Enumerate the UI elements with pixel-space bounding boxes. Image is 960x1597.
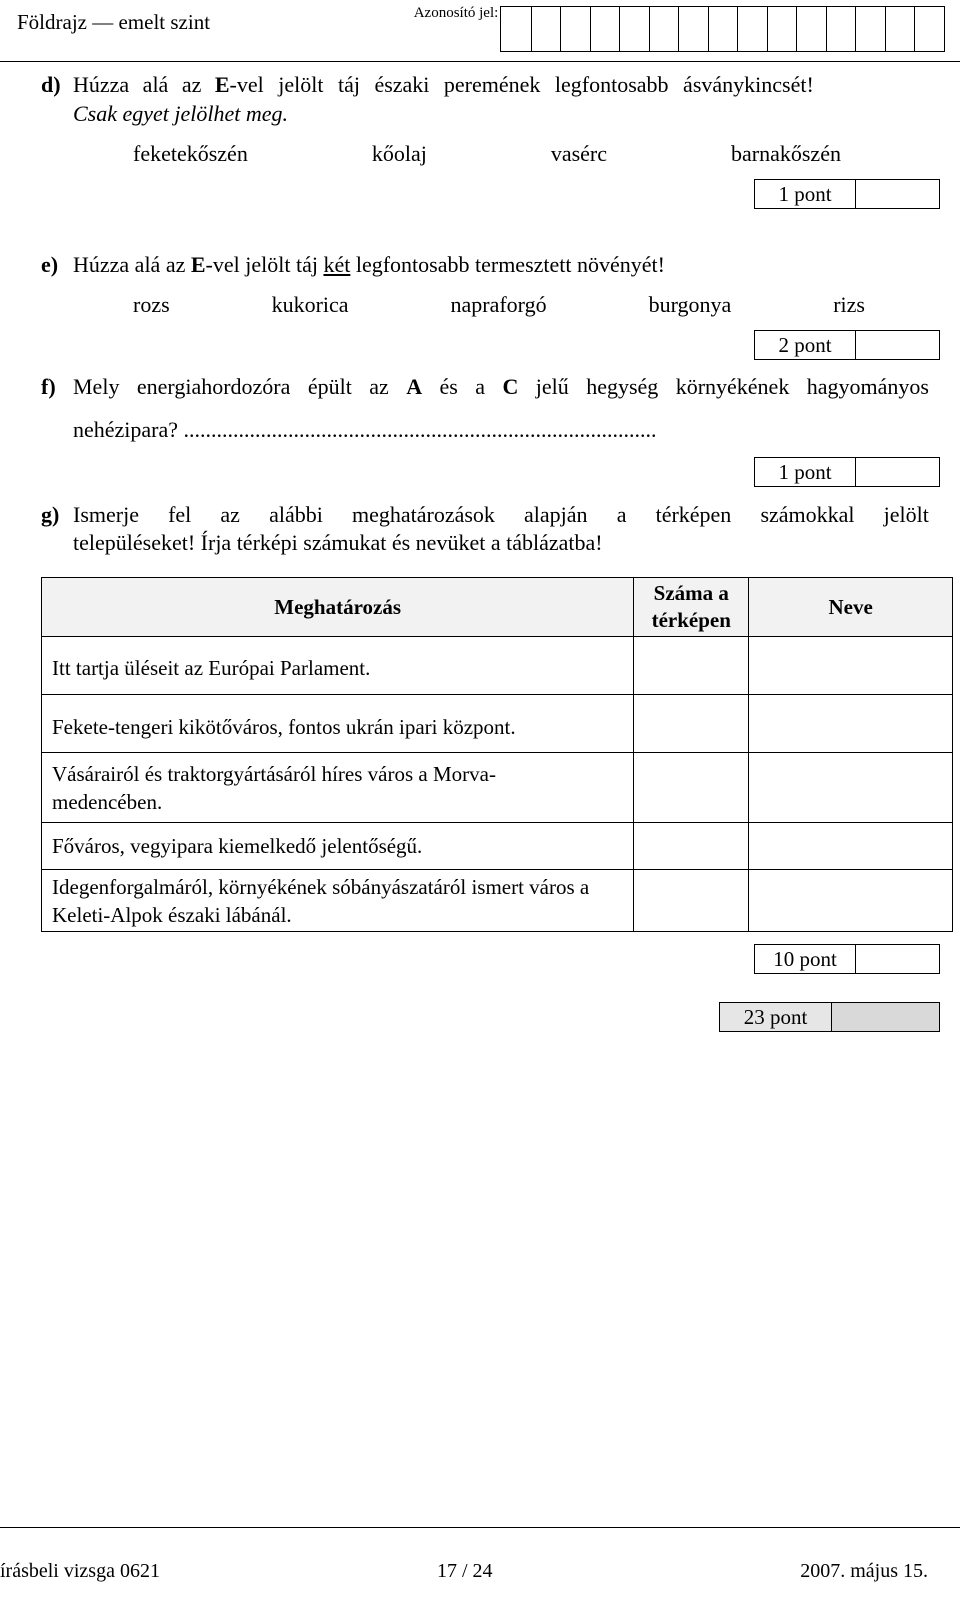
points-label: 2 pont <box>755 331 856 359</box>
definition-cell: Főváros, vegyipara kiemelkedő jelentőségű. <box>42 823 634 870</box>
points-box-g <box>754 944 940 974</box>
id-boxes[interactable] <box>500 6 945 52</box>
points-label: 1 pont <box>755 458 856 486</box>
table-row <box>42 823 953 870</box>
header-definition: Meghatározás <box>42 578 634 637</box>
map-number-cell[interactable] <box>634 823 749 870</box>
question-g-letter: g) <box>41 502 60 527</box>
footer-exam-code: írásbeli vizsga 0621 <box>0 1560 160 1582</box>
definition-cell: Idegenforgalmáról, környékének sóbányászatáról ismert város a Keleti-Alpok északi lábánál. <box>42 870 634 932</box>
header-subject: Földrajz — emelt szint <box>17 10 211 34</box>
question-f-text: Mely energiahordozóra épült az A és a C jelű hegység környékének hagyományos <box>73 374 929 399</box>
option[interactable]: barnakőszén <box>731 141 841 166</box>
header-map-number: Száma a térképen <box>634 578 749 637</box>
name-cell[interactable] <box>749 823 953 870</box>
question-f-letter: f) <box>41 374 56 399</box>
option[interactable]: rizs <box>833 292 865 317</box>
points-box-d <box>754 179 940 209</box>
question-e-letter: e) <box>41 252 59 277</box>
table-row <box>42 870 953 932</box>
definition-cell: Itt tartja üléseit az Európai Parlament. <box>42 637 634 695</box>
total-points-entry[interactable] <box>832 1003 939 1031</box>
points-entry[interactable] <box>856 945 939 973</box>
header-rule <box>0 61 960 62</box>
footer-page-number: 17 / 24 <box>437 1560 493 1582</box>
definition-cell: Vásárairól és traktorgyártásáról híres város a Morva-medencében. <box>42 753 634 823</box>
map-number-cell[interactable] <box>634 870 749 932</box>
question-d-text: Húzza alá az E -vel jelölt táj északi peremének legfontosabb ásványkincsét! <box>73 72 814 97</box>
table-row <box>42 695 953 753</box>
points-label: 1 pont <box>755 180 856 208</box>
question-g-text: Ismerje fel az alábbi meghatározások alapján a térképen számokkal jelölt <box>73 502 929 527</box>
table-row <box>42 753 953 823</box>
points-entry[interactable] <box>856 458 939 486</box>
total-points-label: 23 pont <box>720 1003 832 1031</box>
option[interactable]: kőolaj <box>371 141 427 166</box>
map-number-cell[interactable] <box>634 695 749 753</box>
name-cell[interactable] <box>749 637 953 695</box>
table-header-row <box>42 578 953 637</box>
question-d-note: Csak egyet jelölhet meg. <box>73 101 289 126</box>
option[interactable]: vasérc <box>550 141 608 166</box>
footer-rule <box>0 1527 960 1528</box>
points-label: 10 pont <box>755 945 856 973</box>
points-entry[interactable] <box>856 331 939 359</box>
id-label: Azonosító jel: <box>413 5 499 21</box>
question-e-options <box>133 292 865 318</box>
option[interactable]: rozs <box>133 292 170 317</box>
definition-cell: Fekete-tengeri kikötőváros, fontos ukrán ipari központ. <box>42 695 634 753</box>
header-name: Neve <box>749 578 953 637</box>
option[interactable]: kukorica <box>271 292 349 317</box>
name-cell[interactable] <box>749 753 953 823</box>
question-d-letter: d) <box>41 72 61 97</box>
footer-date: 2007. május 15. <box>800 1560 928 1582</box>
option[interactable]: burgonya <box>648 292 732 317</box>
question-e-text: Húzza alá az E -vel jelölt táj két legfontosabb termesztett növényét! <box>73 252 665 277</box>
option[interactable]: feketekőszén <box>133 141 248 166</box>
question-d-options <box>133 141 841 167</box>
points-entry[interactable] <box>856 180 939 208</box>
question-f-answer-line[interactable]: nehézipara? ...................................................................................... <box>73 417 657 442</box>
option[interactable]: napraforgó <box>450 292 547 317</box>
points-box-f <box>754 457 940 487</box>
table-row <box>42 637 953 695</box>
map-number-cell[interactable] <box>634 753 749 823</box>
total-points-box <box>719 1002 940 1032</box>
name-cell[interactable] <box>749 870 953 932</box>
map-number-cell[interactable] <box>634 637 749 695</box>
settlements-table <box>41 577 953 932</box>
points-box-e <box>754 330 940 360</box>
question-g-text-line2: településeket! Írja térképi számukat és nevüket a táblázatba! <box>73 530 603 555</box>
name-cell[interactable] <box>749 695 953 753</box>
